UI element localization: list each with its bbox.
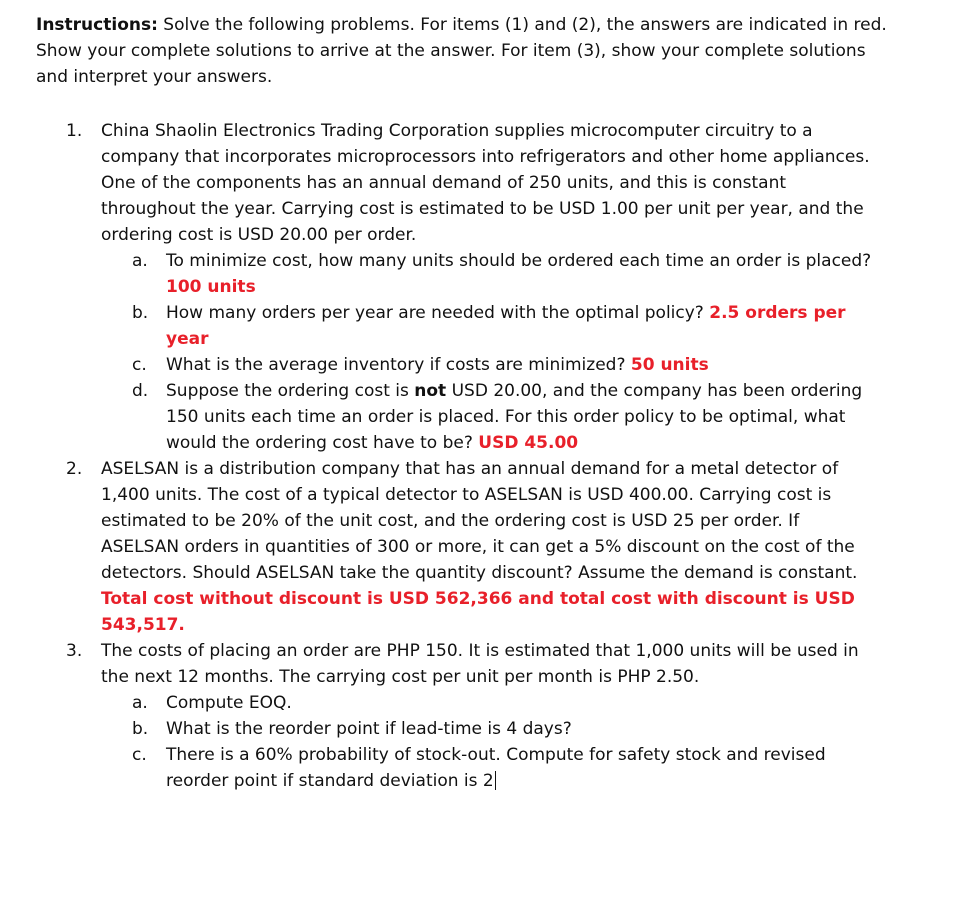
instructions-label: Instructions: bbox=[36, 15, 158, 35]
sub-letter: a. bbox=[132, 251, 148, 271]
answer-text: 50 units bbox=[630, 355, 709, 375]
sub-question-text: What is the reorder point if lead-time is 4 days? bbox=[166, 719, 572, 739]
sub-question-list bbox=[101, 690, 941, 794]
sub-letter: d. bbox=[132, 381, 149, 401]
sub-question-text: Compute EOQ. bbox=[166, 693, 292, 713]
sub-question-text: What is the average inventory if costs are minimized? bbox=[166, 355, 631, 375]
problem-list bbox=[36, 118, 941, 794]
problem-3 bbox=[36, 638, 941, 794]
emphasis-text: not bbox=[414, 381, 447, 401]
sub-letter: c. bbox=[132, 745, 147, 765]
instructions-paragraph bbox=[36, 12, 896, 90]
sub-question-3a bbox=[101, 690, 941, 716]
sub-question-1a bbox=[101, 248, 941, 300]
problem-number: 3. bbox=[66, 641, 83, 661]
sub-question-text: How many orders per year are needed with the optimal policy? bbox=[166, 303, 710, 323]
sub-question-3b bbox=[101, 716, 941, 742]
problem-text: China Shaolin Electronics Trading Corporation supplies microcomputer circuitry to a company that incorporates microprocessors into refrigerators and other home appliances. One of the components has an annual demand of 250 units, and this is constant throughout the year. Carrying cost is estimated to be USD 1.00 per unit per year, and the ordering cost is USD 20.00 per order. bbox=[101, 121, 870, 245]
sub-question-1b bbox=[101, 300, 941, 352]
text-cursor[interactable] bbox=[495, 771, 496, 790]
sub-letter: a. bbox=[132, 693, 148, 713]
problem-1 bbox=[36, 118, 941, 456]
sub-question-text: To minimize cost, how many units should be ordered each time an order is placed? bbox=[166, 251, 872, 271]
answer-text: USD 45.00 bbox=[478, 433, 579, 453]
answer-text: 2.5 orders per year bbox=[166, 303, 846, 349]
sub-question-3c bbox=[101, 742, 941, 794]
sub-question-1c bbox=[101, 352, 941, 378]
sub-question-text-continued: USD 20.00, and the company has been ordering 150 units each time an order is placed. For this order policy to be optimal, what would the ordering cost have to be? bbox=[166, 381, 863, 453]
problem-2 bbox=[36, 456, 941, 638]
answer-text: Total cost without discount is USD 562,366 and total cost with discount is USD 543,517. bbox=[101, 589, 855, 635]
problem-text: ASELSAN is a distribution company that has an annual demand for a metal detector of 1,400 units. The cost of a typical detector to ASELSAN is USD 400.00. Carrying cost is estimated to be 20% of the unit cost, and the ordering cost is USD 25 per order. If ASELSAN orders in quantities of 300 or more, it can get a 5% discount on the cost of the detectors. Should ASELSAN take the quantity discount? Assume the demand is constant. bbox=[101, 459, 858, 583]
problem-number: 2. bbox=[66, 459, 83, 479]
sub-question-1d bbox=[101, 378, 941, 456]
problem-text: The costs of placing an order are PHP 150. It is estimated that 1,000 units will be used in the next 12 months. The carrying cost per unit per month is PHP 2.50. bbox=[101, 641, 859, 687]
document-page bbox=[36, 12, 941, 794]
sub-question-text: Suppose the ordering cost is bbox=[166, 381, 415, 401]
instructions-text: Solve the following problems. For items (1) and (2), the answers are indicated in red. Show your complete solutions to arrive at the answer. For item (3), show your complete solutions and interpret your answers. bbox=[36, 15, 887, 87]
sub-question-list bbox=[101, 248, 941, 456]
sub-question-text: There is a 60% probability of stock-out. Compute for safety stock and revised reorder point if standard deviation is 2 bbox=[166, 745, 826, 791]
sub-letter: b. bbox=[132, 303, 149, 323]
problem-number: 1. bbox=[66, 121, 83, 141]
answer-text: 100 units bbox=[166, 277, 256, 297]
sub-letter: b. bbox=[132, 719, 149, 739]
sub-letter: c. bbox=[132, 355, 147, 375]
